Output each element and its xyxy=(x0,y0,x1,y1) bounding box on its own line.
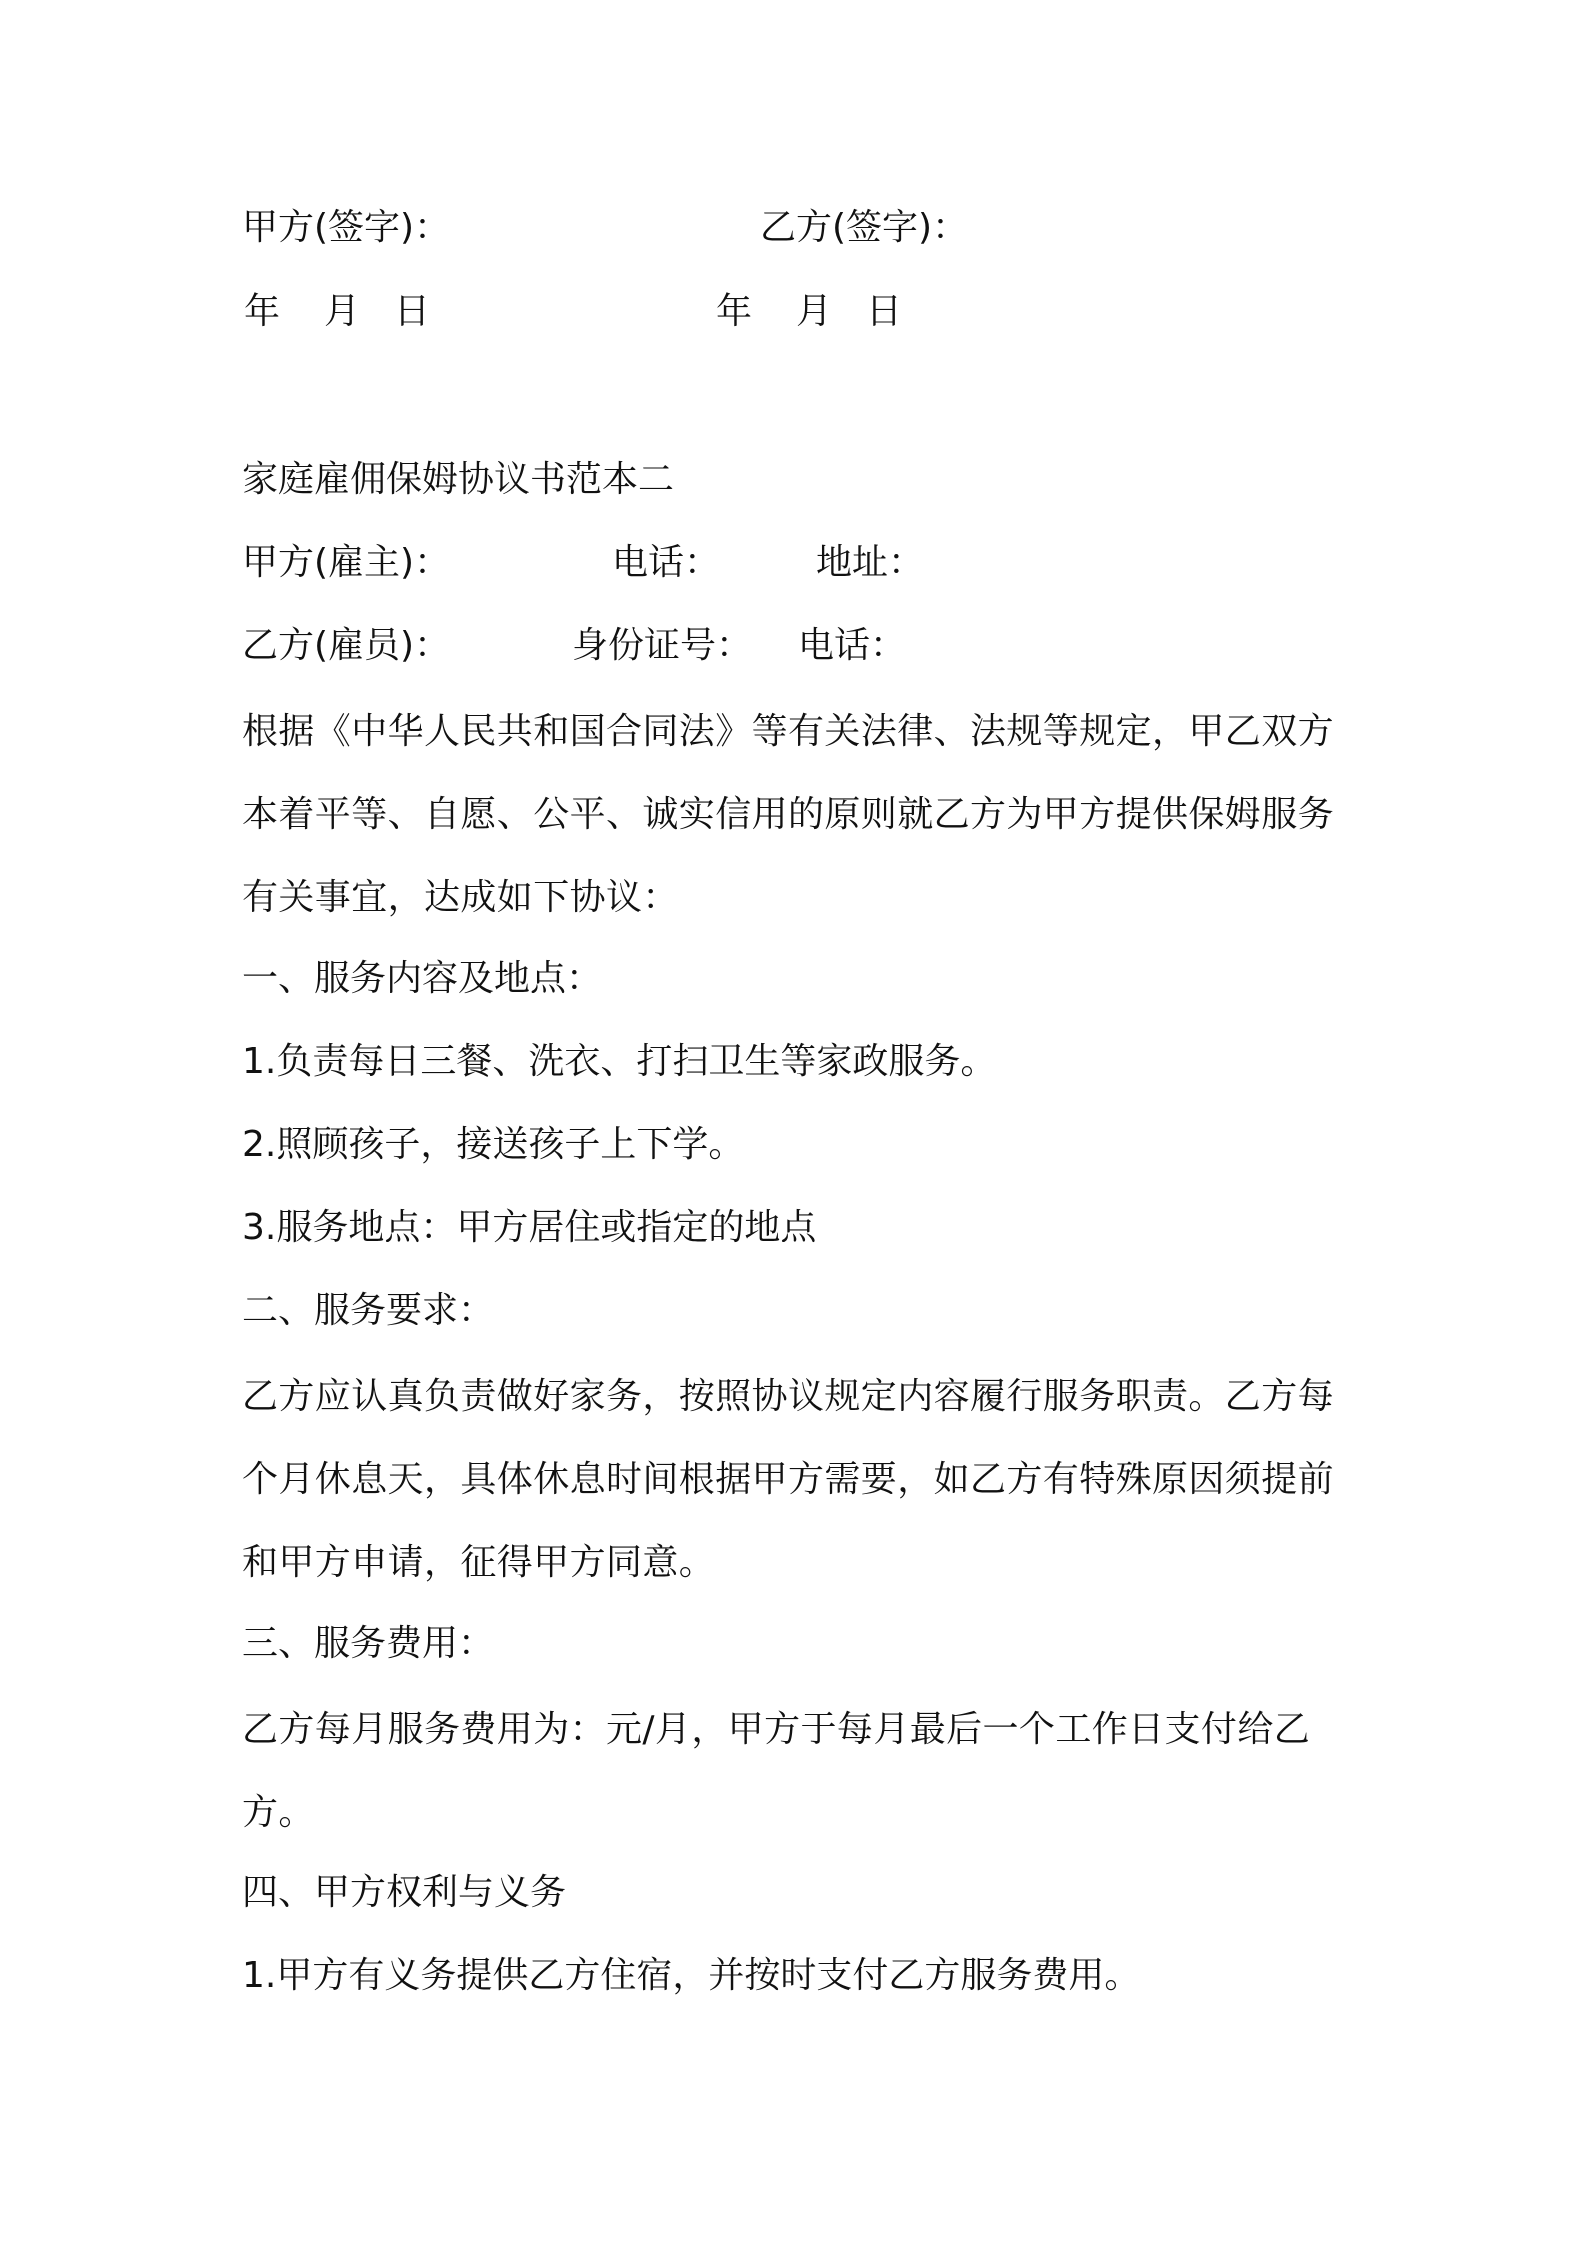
section-2-heading: 二、服务要求： xyxy=(242,1290,495,1331)
party-a-date xyxy=(244,290,430,334)
section-1-item-1: 1.负责每日三餐、洗衣、打扫卫生等家政服务。 xyxy=(242,1041,997,1082)
party-a-phone-label: 电话： xyxy=(612,542,721,583)
section-4-heading: 四、甲方权利与义务 xyxy=(242,1872,567,1913)
party-a-address-label: 地址： xyxy=(816,542,925,583)
party-a-employer-label: 甲方(雇主)： xyxy=(242,542,451,583)
year-label: 年 xyxy=(244,291,281,332)
section-1-item-3: 3.服务地点：甲方居住或指定的地点 xyxy=(242,1207,817,1248)
document-title: 家庭雇佣保姆协议书范本二 xyxy=(242,459,675,500)
intro-paragraph: 根据《中华人民共和国合同法》等有关法律、法规等规定，甲乙双方本着平等、自愿、公平、诚实信用的原则就乙方为甲方提供保姆服务有关事宜，达成如下协议： xyxy=(242,711,1335,918)
section-4-item-1: 1.甲方有义务提供乙方住宿，并按时支付乙方服务费用。 xyxy=(242,1955,1141,1996)
section-2-body: 乙方应认真负责做好家务，按照协议规定内容履行服务职责。乙方每个月休息天，具体休息时间根据甲方需要，如乙方有特殊原因须提前和甲方申请，征得甲方同意。 xyxy=(242,1376,1335,1583)
party-b-date xyxy=(716,290,902,334)
section-3-body: 乙方每月服务费用为：元/月，甲方于每月最后一个工作日支付给乙方。 xyxy=(242,1709,1311,1833)
party-b-signature-label: 乙方(签字)： xyxy=(760,207,969,248)
month-label: 月 xyxy=(796,291,833,332)
section-3-heading: 三、服务费用： xyxy=(242,1623,495,1664)
party-b-id-label: 身份证号： xyxy=(572,625,753,666)
section-1-heading: 一、服务内容及地点： xyxy=(242,958,603,999)
party-b-phone-label: 电话： xyxy=(798,625,907,666)
day-label: 日 xyxy=(394,291,431,332)
day-label: 日 xyxy=(866,291,903,332)
party-b-employee-label: 乙方(雇员)： xyxy=(242,625,451,666)
year-label: 年 xyxy=(716,291,753,332)
month-label: 月 xyxy=(324,291,361,332)
section-1-item-2: 2.照顾孩子，接送孩子上下学。 xyxy=(242,1124,745,1165)
party-a-signature-label: 甲方(签字)： xyxy=(242,207,451,248)
